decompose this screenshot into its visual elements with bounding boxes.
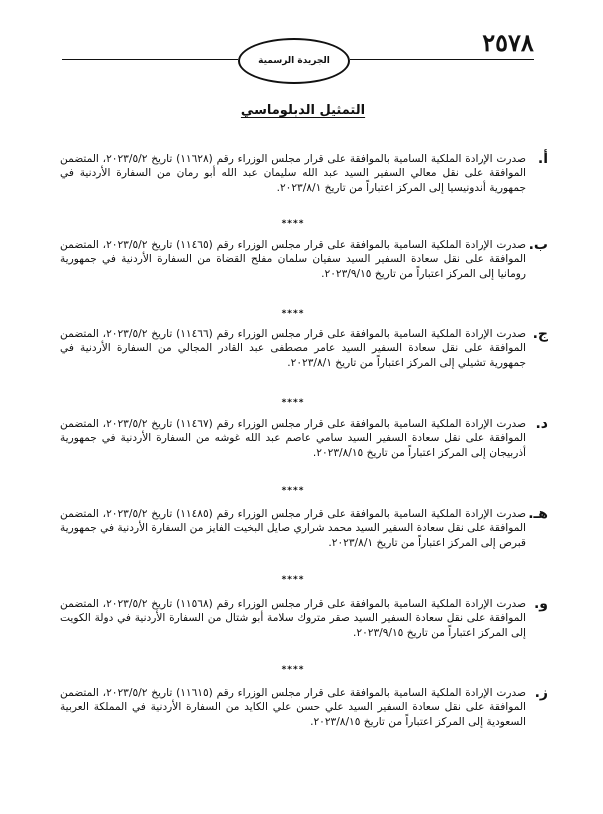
section-heading: التمثيل الدبلوماسي [240,103,366,118]
separator: **** [281,575,305,585]
item-letter: ب. [528,237,548,253]
decree-item-g [60,685,548,729]
header-rule-right [350,59,534,60]
separator: **** [281,398,305,408]
item-text: صدرت الإرادة الملكية السامية بالموافقة على قرار مجلس الوزراء رقم (١١٦٢٨) تاريخ ٢٠٢٣/٥/٢، المتضمن الموافقة على نقل معالي السفير السيد عبد الله سليمان عبد الله أبو رمان من السفارة الأردنية في جمهورية أندونيسيا إلى المركز اعتباراً من تاريخ ٢٠٢٣/٨/١. [60,153,526,194]
page-number: ٢٥٧٨ [482,28,534,57]
gazette-title-oval [238,38,350,84]
item-text: صدرت الإرادة الملكية السامية بالموافقة على قرار مجلس الوزراء رقم (١١٤٦٥) تاريخ ٢٠٢٣/٥/٢، المتضمن الموافقة على نقل سعادة السفير السيد سفيان سلمان مفلح القضاة من السفارة الأردنية في جمهورية رومانيا إلى المركز اعتباراً من تاريخ ٢٠٢٣/٩/١٥. [60,239,526,280]
header-rule-left [62,59,238,60]
item-letter: و. [533,596,548,612]
item-letter: أ. [537,151,548,167]
decree-item-c [60,326,548,370]
item-letter: د. [535,416,548,432]
separator: **** [281,665,305,675]
decree-item-a [60,151,548,195]
item-text: صدرت الإرادة الملكية السامية بالموافقة على قرار مجلس الوزراء رقم (١١٤٨٥) تاريخ ٢٠٢٣/٥/٢، المتضمن الموافقة على نقل سعادة السفير السيد محمد شراري صايل البخيت الفايز من السفارة الأردنية في جمهورية قبرص إلى المركز اعتباراً من تاريخ ٢٠٢٣/٨/١. [60,508,526,549]
item-text: صدرت الإرادة الملكية السامية بالموافقة على قرار مجلس الوزراء رقم (١١٤٦٦) تاريخ ٢٠٢٣/٥/٢، المتضمن الموافقة على نقل سعادة السفير السيد عامر مصطفى عبد القادر المجالي من السفارة الأردنية في جمهورية تشيلي إلى المركز اعتباراً من تاريخ ٢٠٢٣/٨/١. [60,328,526,369]
item-letter: ج. [532,326,548,342]
item-text: صدرت الإرادة الملكية السامية بالموافقة على قرار مجلس الوزراء رقم (١١٥٦٨) تاريخ ٢٠٢٣/٥/٢، المتضمن الموافقة على نقل سعادة السفير السيد صقر متروك سلامة أبو شتال من السفارة الأردنية في دولة الكويت إلى المركز اعتباراً من تاريخ ٢٠٢٣/٩/١٥. [60,598,526,639]
decree-item-f [60,596,548,640]
item-text: صدرت الإرادة الملكية السامية بالموافقة على قرار مجلس الوزراء رقم (١١٤٦٧) تاريخ ٢٠٢٣/٥/٢، المتضمن الموافقة على نقل سعادة السفير السيد سامي عاصم عبد الله غوشه من السفارة الأردنية في جمهورية أذربيجان إلى المركز اعتباراً من تاريخ ٢٠٢٣/٨/١٥. [60,418,526,459]
gazette-title: الجريدة الرسمية [258,56,330,66]
item-letter: ز. [534,685,548,701]
decree-item-e [60,506,548,550]
item-text: صدرت الإرادة الملكية السامية بالموافقة على قرار مجلس الوزراء رقم (١١٦١٥) تاريخ ٢٠٢٣/٥/٢، المتضمن الموافقة على نقل سعادة السفير السيد علي حسن علي الكايد من السفارة الأردنية في المملكة العربية السعودية إلى المركز اعتباراً من تاريخ ٢٠٢٣/٨/١٥. [60,687,526,728]
decree-item-b [60,237,548,281]
item-letter: هـ. [528,506,548,522]
separator: **** [281,486,305,496]
separator: **** [281,219,305,229]
decree-item-d [60,416,548,460]
separator: **** [281,309,305,319]
